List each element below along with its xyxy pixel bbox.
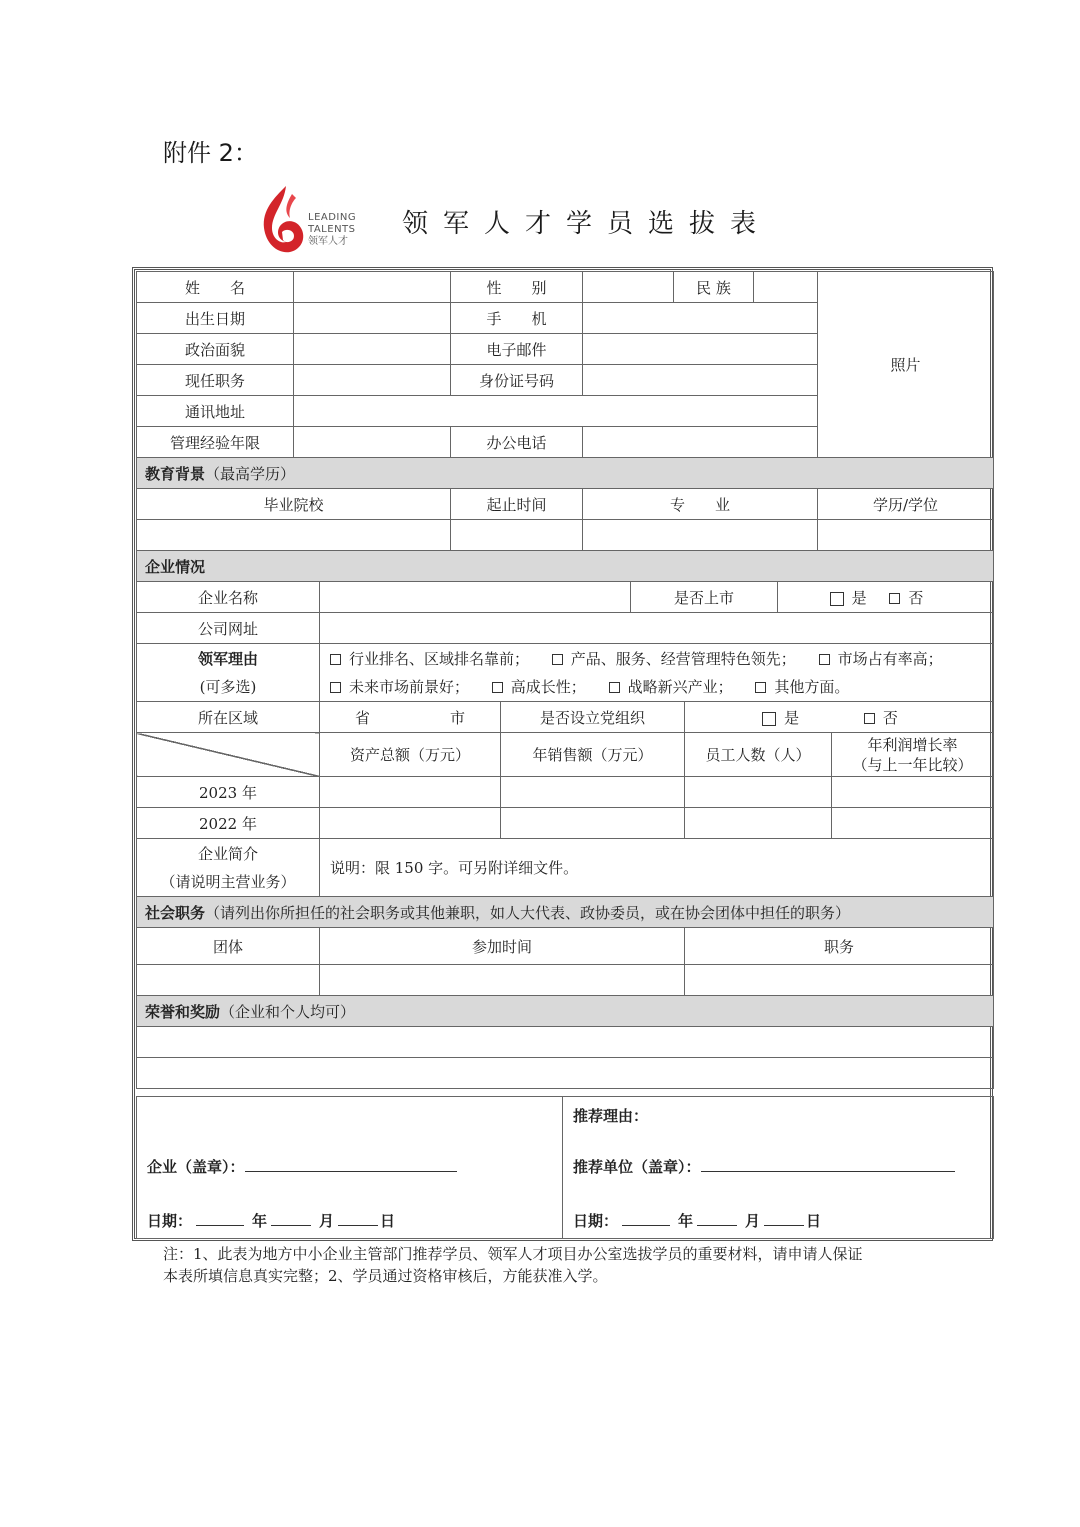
- recommend-month-line[interactable]: [697, 1209, 737, 1226]
- company-seal-row: [147, 1155, 457, 1177]
- reason-prospect-option[interactable]: [330, 673, 469, 701]
- reason-strategic-label: 战略新兴产业；: [627, 677, 733, 696]
- profit-2022-field[interactable]: [832, 808, 994, 839]
- reason-market-share-option[interactable]: [819, 645, 943, 673]
- edu-school-header: 毕业院校: [137, 489, 451, 520]
- political-field[interactable]: [294, 334, 451, 365]
- recommend-date-label: 日期：: [573, 1212, 619, 1230]
- party-label: 是否设立党组织: [501, 702, 685, 733]
- company-month-line[interactable]: [271, 1209, 311, 1226]
- birth-label: 出生日期: [137, 303, 294, 334]
- form-title: 领军人才学员选拔表: [402, 209, 772, 239]
- listed-yes-option[interactable]: [830, 587, 867, 608]
- photo-box[interactable]: 照片: [818, 272, 994, 458]
- company-date-label: 日期：: [147, 1212, 193, 1230]
- education-section-header: [137, 458, 994, 489]
- reason-label: 领军理由: [197, 649, 258, 668]
- profit-header-line1: 年利润增长率: [867, 735, 958, 754]
- sales-2022-field[interactable]: [501, 808, 685, 839]
- company-day-label: 日: [380, 1212, 396, 1230]
- recommend-month-label: 月: [745, 1212, 761, 1230]
- footnote-line1: 注：1、此表为地方中小企业主管部门推荐学员、领军人才项目办公室选拔学员的重要材料，请申请人保证: [163, 1245, 863, 1263]
- party-no-option[interactable]: [864, 707, 898, 728]
- recommend-unit-label: 推荐单位（盖章）：: [573, 1158, 701, 1176]
- edu-period-header: 起止时间: [451, 489, 583, 520]
- intro-label-cell: [137, 839, 320, 897]
- reason-market-share-label: 市场占有率高；: [837, 649, 943, 668]
- assets-header: 资产总额（万元）: [320, 733, 501, 777]
- edu-school-field[interactable]: [137, 520, 451, 551]
- ethnicity-label: 民 族: [674, 272, 754, 303]
- application-form: [132, 267, 993, 1241]
- sales-2023-field[interactable]: [501, 777, 685, 808]
- reason-ranking-option[interactable]: [330, 645, 529, 673]
- listed-yes-label: 是: [851, 588, 867, 607]
- company-day-line[interactable]: [338, 1209, 378, 1226]
- company-date-row: [147, 1209, 395, 1231]
- recommend-day-line[interactable]: [764, 1209, 804, 1226]
- profit-header: [832, 733, 994, 777]
- recommend-signature-cell: [563, 1097, 994, 1239]
- leading-talents-logo: [256, 184, 366, 258]
- social-section-header: [137, 897, 994, 928]
- social-group-field[interactable]: [137, 965, 320, 996]
- birth-field[interactable]: [294, 303, 451, 334]
- listed-options: [778, 582, 994, 613]
- name-field[interactable]: [294, 272, 451, 303]
- website-label: 公司网址: [137, 613, 320, 644]
- edu-major-header: 专 业: [583, 489, 818, 520]
- region-label: 所在区域: [137, 702, 320, 733]
- reason-other-option[interactable]: [755, 673, 849, 701]
- email-field[interactable]: [583, 334, 818, 365]
- recommend-year-line[interactable]: [622, 1209, 670, 1226]
- reason-strategic-option[interactable]: [609, 673, 733, 701]
- company-name-field[interactable]: [320, 582, 631, 613]
- edu-degree-field[interactable]: [818, 520, 994, 551]
- listed-label: 是否上市: [631, 582, 778, 613]
- footnote-line2: 本表所填信息真实完整；2、学员通过资格审核后，方能获准入学。: [163, 1267, 608, 1285]
- social-time-header: 参加时间: [320, 928, 685, 965]
- mgmt-years-field[interactable]: [294, 427, 451, 458]
- social-section-title: 社会职务: [145, 903, 206, 922]
- company-name-label: 企业名称: [137, 582, 320, 613]
- mobile-label: 手 机: [451, 303, 583, 334]
- fin-corner-diagonal: [137, 733, 320, 777]
- social-time-field[interactable]: [320, 965, 685, 996]
- company-month-label: 月: [319, 1212, 335, 1230]
- reason-market-share-checkbox[interactable]: [819, 654, 830, 665]
- education-section-title: 教育背景: [145, 464, 206, 483]
- recommend-year-label: 年: [678, 1212, 694, 1230]
- reason-product-label: 产品、服务、经营管理特色领先；: [570, 649, 796, 668]
- id-number-field[interactable]: [583, 365, 818, 396]
- honors-section-note: （企业和个人均可）: [220, 1002, 356, 1021]
- city-label: 市: [450, 708, 466, 727]
- employees-header: 员工人数（人）: [685, 733, 832, 777]
- honors-section-title: 荣誉和奖励: [145, 1002, 221, 1021]
- honors-section-header: [137, 996, 994, 1027]
- reason-ranking-label: 行业排名、区域排名靠前；: [349, 649, 530, 668]
- edu-period-field[interactable]: [451, 520, 583, 551]
- company-signature-cell: [137, 1097, 563, 1239]
- party-no-label: 否: [882, 708, 898, 727]
- company-year-line[interactable]: [196, 1209, 244, 1226]
- company-section-title: 企业情况: [145, 557, 206, 576]
- honors-row-1[interactable]: [137, 1027, 994, 1058]
- company-year-label: 年: [252, 1212, 268, 1230]
- reason-strategic-checkbox[interactable]: [609, 682, 620, 693]
- recommend-unit-row: [573, 1155, 955, 1177]
- social-section-note: （请列出你所担任的社会职务或其他兼职，如人大代表、政协委员，或在协会团体中担任的职务）: [205, 903, 851, 922]
- party-options: [685, 702, 994, 733]
- recommend-unit-line[interactable]: [701, 1155, 955, 1172]
- party-no-checkbox[interactable]: [864, 713, 875, 724]
- employees-2022-field[interactable]: [685, 808, 832, 839]
- reason-other-label: 其他方面。: [774, 677, 850, 696]
- reason-note: (可多选): [199, 677, 257, 696]
- education-section-note: （最高学历）: [205, 464, 296, 483]
- office-phone-field[interactable]: [583, 427, 818, 458]
- social-group-header: 团体: [137, 928, 320, 965]
- reason-product-option[interactable]: [552, 645, 796, 673]
- email-label: 电子邮件: [451, 334, 583, 365]
- intro-label: 企业简介: [197, 844, 258, 863]
- listed-no-label: 否: [908, 588, 924, 607]
- political-label: 政治面貌: [137, 334, 294, 365]
- party-yes-label: 是: [784, 708, 800, 727]
- ethnicity-field[interactable]: [754, 272, 818, 303]
- assets-2023-field[interactable]: [320, 777, 501, 808]
- honors-row-2[interactable]: [137, 1058, 994, 1089]
- intro-note: （请说明主营业务）: [160, 872, 296, 891]
- year-2022-label: 2022 年: [137, 808, 320, 839]
- year-2023-label: 2023 年: [137, 777, 320, 808]
- listed-yes-checkbox[interactable]: [830, 592, 844, 606]
- name-label: 姓 名: [137, 272, 294, 303]
- province-label: 省: [354, 708, 370, 727]
- listed-no-option[interactable]: [889, 587, 923, 608]
- recommend-day-label: 日: [806, 1212, 822, 1230]
- reason-label-cell: [137, 644, 320, 702]
- reason-growth-checkbox[interactable]: [492, 682, 503, 693]
- gender-field[interactable]: [583, 272, 674, 303]
- company-seal-label: 企业（盖章）：: [147, 1158, 245, 1176]
- party-yes-option[interactable]: [762, 707, 799, 728]
- personal-education-table: [136, 271, 994, 551]
- company-table: [136, 550, 994, 1089]
- party-yes-checkbox[interactable]: [762, 712, 776, 726]
- attachment-label: 附件 2：: [163, 139, 258, 167]
- edu-degree-header: 学历/学位: [818, 489, 994, 520]
- assets-2022-field[interactable]: [320, 808, 501, 839]
- reason-prospect-label: 未来市场前景好；: [349, 677, 470, 696]
- edu-major-field[interactable]: [583, 520, 818, 551]
- logo-line-leading: LEADING: [308, 212, 357, 223]
- address-field[interactable]: [294, 396, 818, 427]
- website-field[interactable]: [320, 613, 994, 644]
- sales-header: 年销售额（万元）: [501, 733, 685, 777]
- region-field[interactable]: [320, 702, 501, 733]
- position-label: 现任职务: [137, 365, 294, 396]
- intro-field[interactable]: 说明：限 150 字。可另附详细文件。: [320, 839, 994, 897]
- logo-line-cn: 领军人才: [308, 236, 348, 247]
- gender-label: 性 别: [451, 272, 583, 303]
- reason-product-checkbox[interactable]: [552, 654, 563, 665]
- company-section-header: [137, 551, 994, 582]
- profit-2023-field[interactable]: [832, 777, 994, 808]
- reason-ranking-checkbox[interactable]: [330, 654, 341, 665]
- flame-logo-icon: [256, 184, 308, 258]
- reason-prospect-checkbox[interactable]: [330, 682, 341, 693]
- reason-growth-option[interactable]: [492, 673, 586, 701]
- recommend-date-row: [573, 1209, 821, 1231]
- profit-header-line2: （与上一年比较）: [852, 755, 973, 774]
- id-number-label: 身份证号码: [451, 365, 583, 396]
- company-seal-line[interactable]: [245, 1155, 457, 1172]
- reason-growth-label: 高成长性；: [510, 677, 586, 696]
- employees-2023-field[interactable]: [685, 777, 832, 808]
- footnote: [163, 1243, 943, 1287]
- reason-options: [320, 644, 994, 702]
- listed-no-checkbox[interactable]: [889, 593, 900, 604]
- office-phone-label: 办公电话: [451, 427, 583, 458]
- recommend-reason-label: 推荐理由：: [573, 1107, 649, 1125]
- logo-line-talents: TALENTS: [308, 224, 356, 235]
- reason-other-checkbox[interactable]: [755, 682, 766, 693]
- logo-text: [308, 212, 356, 248]
- mgmt-years-label: 管理经验年限: [137, 427, 294, 458]
- social-role-field[interactable]: [685, 965, 994, 996]
- mobile-field[interactable]: [583, 303, 818, 334]
- position-field[interactable]: [294, 365, 451, 396]
- signature-table: [136, 1096, 994, 1239]
- address-label: 通讯地址: [137, 396, 294, 427]
- social-role-header: 职务: [685, 928, 994, 965]
